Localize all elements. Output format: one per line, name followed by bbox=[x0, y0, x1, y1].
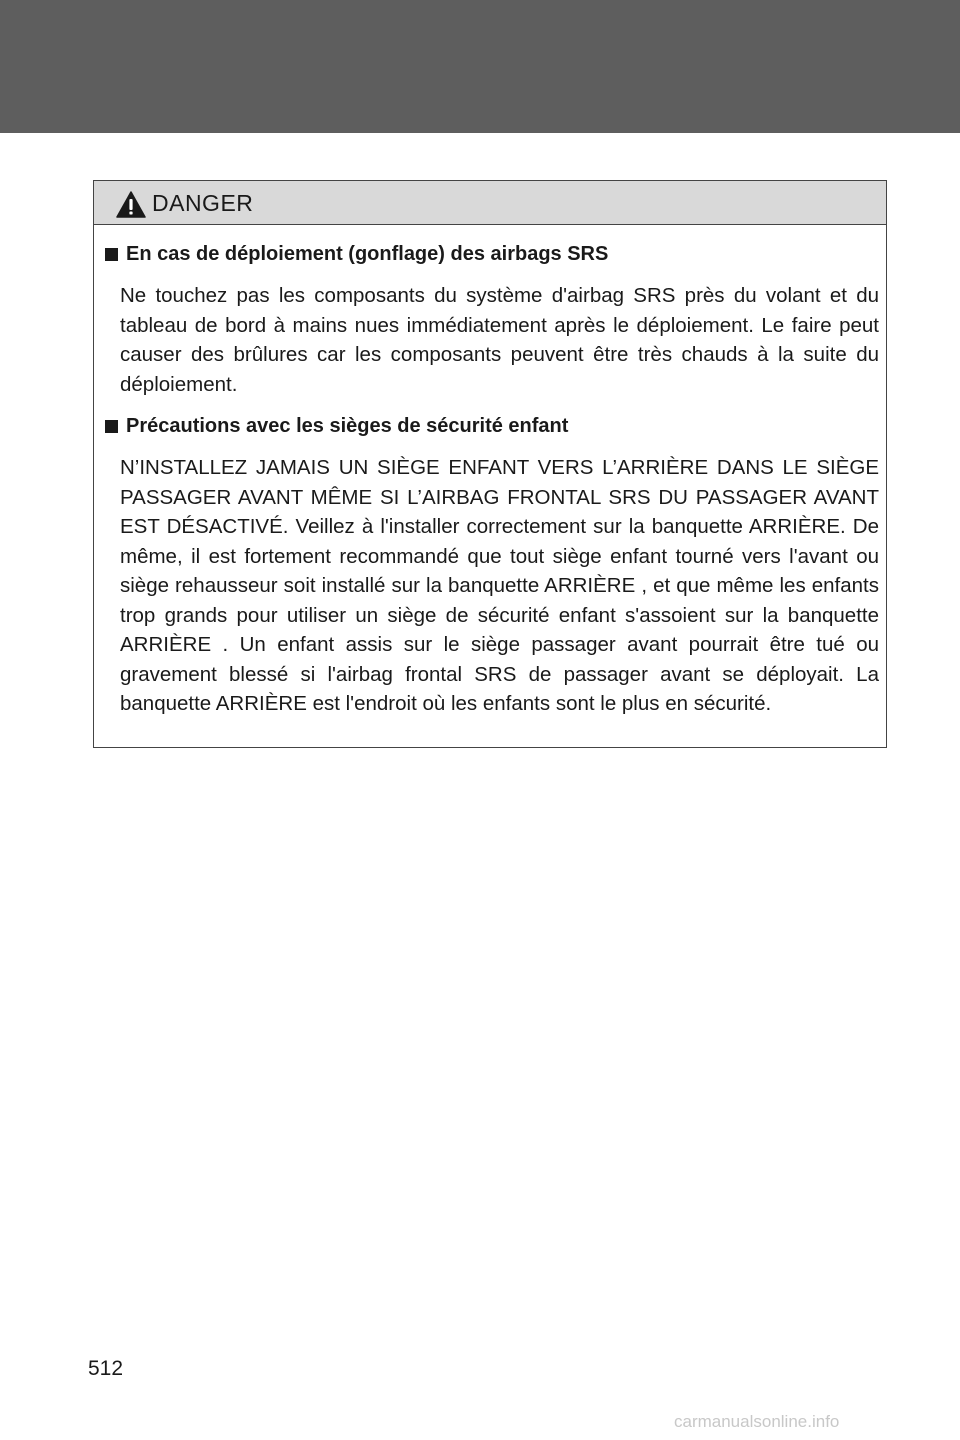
danger-title: DANGER bbox=[152, 190, 254, 216]
section-heading-text: En cas de déploiement (gonflage) des airbags SRS bbox=[126, 243, 609, 265]
square-bullet-icon bbox=[105, 248, 118, 261]
section-heading-airbag-deployment bbox=[105, 239, 879, 269]
section-paragraph-child-seat: N’INSTALLEZ JAMAIS UN SIÈGE ENFANT VERS L’ARRIÈRE DANS LE SIÈGE PASSAGER AVANT MÊME SI L’AIRBAG FRONTAL SRS DU PASSAGER AVANT EST DÉSACTIVÉ. Veillez à l'installer correctement sur la banquette ARRIÈRE. De même, il est fortement recommandé que tout siège enfant tourné vers l'avant ou siège rehausseur soit installé sur la banquette ARRIÈRE , et que même les enfants trop grands pour utiliser un siège de sécurité enfant s'assoient sur la banquette ARRIÈRE . Un enfant assis sur le siège passager avant pourrait être tué ou gravement blessé si l'airbag frontal SRS de passager avant se déployait. La banquette ARRIÈRE est l'endroit où les enfants sont le plus en sécurité. bbox=[120, 456, 879, 715]
danger-header bbox=[94, 181, 886, 225]
warning-triangle-icon bbox=[116, 191, 146, 218]
watermark: carmanualsonline.info bbox=[674, 1412, 840, 1431]
danger-body bbox=[94, 225, 886, 719]
section-heading-child-seat bbox=[105, 411, 879, 441]
square-bullet-icon bbox=[105, 420, 118, 433]
header-band bbox=[0, 0, 960, 133]
section-paragraph-airbag-deployment: Ne touchez pas les composants du système d'airbag SRS près du volant et du tableau de bord à mains nues immédiatement après le déploiement. Le faire peut causer des brûlures car les composants peuvent être très chauds à la suite du déploiement. bbox=[120, 284, 879, 396]
section-heading-text: Précautions avec les sièges de sécurité enfant bbox=[126, 415, 569, 437]
page-number: 512 bbox=[88, 1357, 124, 1380]
danger-warning-box bbox=[93, 180, 887, 748]
